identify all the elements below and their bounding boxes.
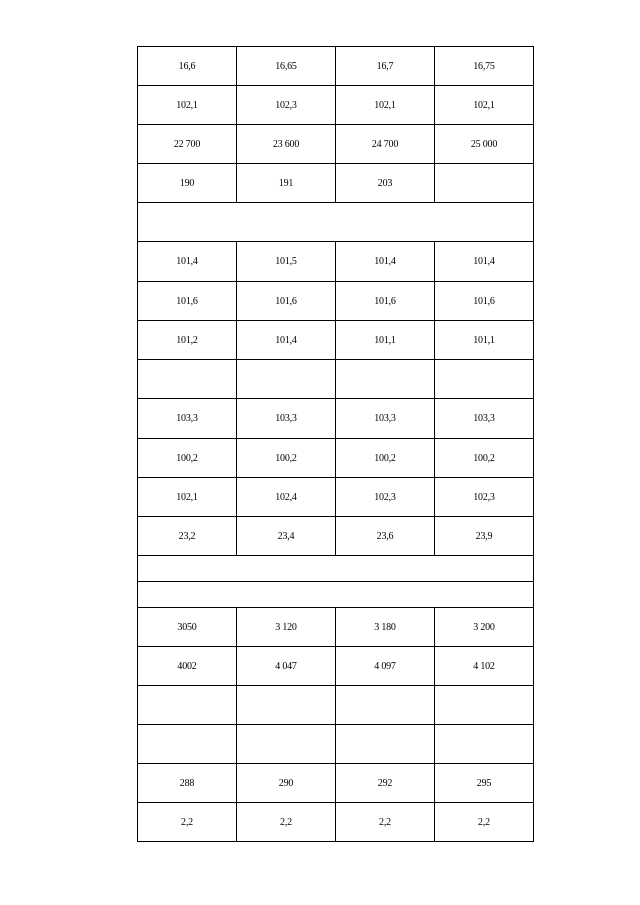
table-cell: 23,9 bbox=[435, 517, 534, 556]
table-cell bbox=[138, 686, 237, 725]
table-cell bbox=[138, 360, 237, 399]
table-cell: 288 bbox=[138, 764, 237, 803]
table-cell: 16,75 bbox=[435, 47, 534, 86]
table-row bbox=[138, 86, 534, 125]
table-cell: 101,6 bbox=[336, 282, 435, 321]
table-cell bbox=[138, 725, 237, 764]
table-cell bbox=[435, 164, 534, 203]
table-cell-merged bbox=[138, 203, 534, 242]
table-cell: 101,6 bbox=[435, 282, 534, 321]
table-cell: 23,2 bbox=[138, 517, 237, 556]
table-cell: 4002 bbox=[138, 647, 237, 686]
table-row bbox=[138, 164, 534, 203]
table-cell: 101,4 bbox=[138, 242, 237, 282]
table-cell: 102,3 bbox=[237, 86, 336, 125]
table-row bbox=[138, 764, 534, 803]
table-row bbox=[138, 803, 534, 842]
table-cell: 3 200 bbox=[435, 608, 534, 647]
table-cell: 100,2 bbox=[138, 439, 237, 478]
table-row bbox=[138, 647, 534, 686]
table-cell: 102,1 bbox=[138, 478, 237, 517]
table-cell: 101,6 bbox=[138, 282, 237, 321]
table-body bbox=[138, 47, 534, 842]
table-row bbox=[138, 725, 534, 764]
table-cell bbox=[435, 360, 534, 399]
table-row bbox=[138, 399, 534, 439]
table-cell: 100,2 bbox=[435, 439, 534, 478]
table-row bbox=[138, 517, 534, 556]
table-cell-merged bbox=[138, 582, 534, 608]
table-row bbox=[138, 608, 534, 647]
table-row bbox=[138, 478, 534, 517]
table-cell: 3 180 bbox=[336, 608, 435, 647]
table-cell: 292 bbox=[336, 764, 435, 803]
table-cell: 101,1 bbox=[336, 321, 435, 360]
table-cell: 23,4 bbox=[237, 517, 336, 556]
table-cell: 2,2 bbox=[435, 803, 534, 842]
table-cell: 4 097 bbox=[336, 647, 435, 686]
table-cell bbox=[435, 686, 534, 725]
table-cell: 101,1 bbox=[435, 321, 534, 360]
table-cell: 16,6 bbox=[138, 47, 237, 86]
table-cell: 100,2 bbox=[237, 439, 336, 478]
table-cell: 102,1 bbox=[435, 86, 534, 125]
table-cell: 102,3 bbox=[336, 478, 435, 517]
table-row bbox=[138, 203, 534, 242]
table-cell: 100,2 bbox=[336, 439, 435, 478]
table-cell: 290 bbox=[237, 764, 336, 803]
table-cell: 3 120 bbox=[237, 608, 336, 647]
table-cell: 2,2 bbox=[138, 803, 237, 842]
table-cell: 101,6 bbox=[237, 282, 336, 321]
table-cell: 3050 bbox=[138, 608, 237, 647]
table-cell: 103,3 bbox=[435, 399, 534, 439]
table-cell bbox=[237, 725, 336, 764]
table-cell: 203 bbox=[336, 164, 435, 203]
table-cell: 103,3 bbox=[237, 399, 336, 439]
table-row bbox=[138, 125, 534, 164]
table-cell: 16,7 bbox=[336, 47, 435, 86]
table-cell: 4 047 bbox=[237, 647, 336, 686]
table-cell bbox=[336, 725, 435, 764]
table-cell bbox=[237, 686, 336, 725]
table-cell: 101,4 bbox=[336, 242, 435, 282]
table-cell: 22 700 bbox=[138, 125, 237, 164]
table-cell: 2,2 bbox=[336, 803, 435, 842]
table-cell bbox=[237, 360, 336, 399]
table-cell: 102,4 bbox=[237, 478, 336, 517]
table-cell: 101,5 bbox=[237, 242, 336, 282]
table-cell-merged bbox=[138, 556, 534, 582]
table-cell: 101,4 bbox=[435, 242, 534, 282]
table-cell: 295 bbox=[435, 764, 534, 803]
table-row bbox=[138, 556, 534, 582]
table-cell: 191 bbox=[237, 164, 336, 203]
table-row bbox=[138, 321, 534, 360]
table-cell: 103,3 bbox=[336, 399, 435, 439]
table-row bbox=[138, 439, 534, 478]
table-cell: 102,3 bbox=[435, 478, 534, 517]
table-cell: 23,6 bbox=[336, 517, 435, 556]
table-row bbox=[138, 47, 534, 86]
table-row bbox=[138, 242, 534, 282]
table-cell: 4 102 bbox=[435, 647, 534, 686]
table-row bbox=[138, 282, 534, 321]
table-cell: 24 700 bbox=[336, 125, 435, 164]
table-cell: 190 bbox=[138, 164, 237, 203]
table-cell: 103,3 bbox=[138, 399, 237, 439]
table-cell bbox=[336, 360, 435, 399]
table-cell: 102,1 bbox=[336, 86, 435, 125]
table-cell: 2,2 bbox=[237, 803, 336, 842]
table-cell: 23 600 bbox=[237, 125, 336, 164]
table-row bbox=[138, 686, 534, 725]
table-row bbox=[138, 360, 534, 399]
table-cell bbox=[336, 686, 435, 725]
table-cell: 25 000 bbox=[435, 125, 534, 164]
table-cell: 101,2 bbox=[138, 321, 237, 360]
table-cell bbox=[435, 725, 534, 764]
table-row bbox=[138, 582, 534, 608]
table-cell: 16,65 bbox=[237, 47, 336, 86]
table-cell: 102,1 bbox=[138, 86, 237, 125]
table-cell: 101,4 bbox=[237, 321, 336, 360]
data-table bbox=[137, 46, 534, 842]
